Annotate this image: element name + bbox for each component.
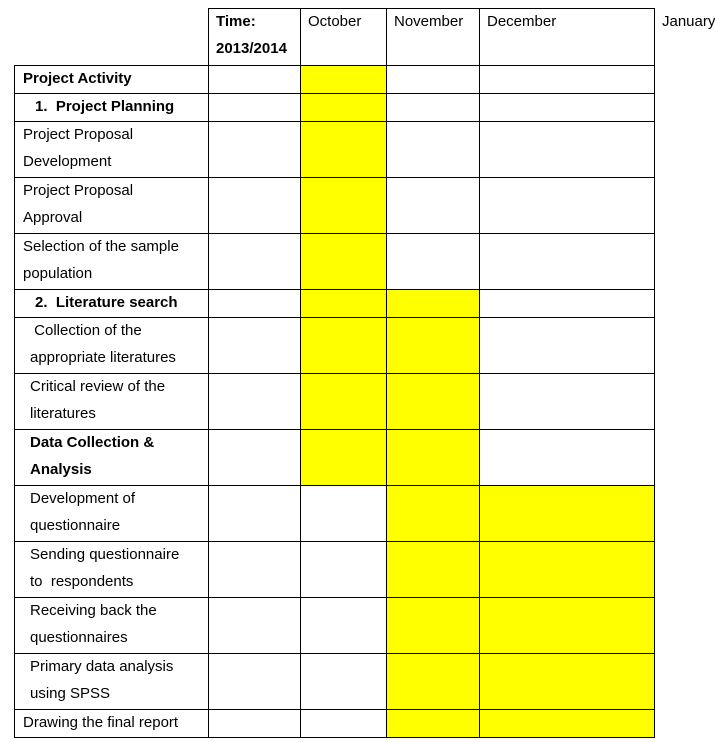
activity-label: Sending questionnaire [30,546,180,563]
grid-line [300,8,301,738]
highlight-cell [300,373,386,429]
activity-label: to respondents [30,573,134,590]
activity-label: Project Proposal [23,126,134,143]
highlight-cell [479,709,654,737]
header-time-cell [208,8,300,65]
gantt-chart-sheet [14,8,715,742]
highlight-cell [386,597,479,653]
grid-line [14,597,655,598]
activity-label: literatures [30,405,96,422]
activity-label: Critical review of the [30,378,166,395]
highlight-cell [300,429,386,485]
highlight-cell [386,485,479,541]
grid-line [14,653,655,654]
activity-label: Development [23,153,112,170]
grid-line [654,8,655,738]
activity-label: Project Proposal [23,182,134,199]
highlight-cell [386,373,479,429]
activity-label: Data Collection & [30,434,155,451]
grid-line [14,177,655,178]
activity-label: Drawing the final report [23,714,179,731]
activity-label: population [23,265,93,282]
highlight-cell [386,653,479,709]
highlight-cell [386,429,479,485]
highlight-cell [386,541,479,597]
highlight-cell [386,709,479,737]
activity-label: Collection of the [30,322,142,339]
highlight-cell [479,541,654,597]
activity-cell [14,65,208,93]
highlight-cell [300,177,386,233]
grid-line [14,317,655,318]
grid-line [14,709,655,710]
activity-label: questionnaires [30,629,128,646]
header-month-december: December [487,13,557,30]
activity-label: using SPSS [30,685,111,702]
activity-cell [14,485,208,541]
activity-cell [14,289,208,317]
header-time-label: Time: [216,13,256,30]
activity-label: Selection of the sample [23,238,179,255]
activity-label: Approval [23,209,83,226]
highlight-cell [300,121,386,177]
activity-label: Primary data analysis [30,658,174,675]
grid-line [14,93,655,94]
activity-label: Receiving back the [30,602,157,619]
header-month-november: November [394,13,464,30]
activity-cell [14,121,208,177]
activity-cell [14,233,208,289]
grid-line [14,121,655,122]
highlight-cell [479,485,654,541]
activity-cell [14,429,208,485]
activity-label: 2. Literature search [35,294,178,311]
activity-cell [14,177,208,233]
activity-cell [14,541,208,597]
highlight-cell [300,65,386,93]
grid-line [14,541,655,542]
activity-label: Analysis [30,461,92,478]
activity-label: questionnaire [30,517,121,534]
activity-cell [14,709,208,737]
activity-label: Project Activity [23,70,132,87]
highlight-cell [300,317,386,373]
activity-cell [14,653,208,709]
highlight-cell [386,317,479,373]
grid-line [14,65,15,738]
header-month-october: October [308,13,362,30]
grid-line [14,429,655,430]
grid-line [386,8,387,738]
header-month-january: January [662,13,715,30]
grid-line [14,737,655,738]
highlight-cell [479,597,654,653]
grid-line [208,8,209,738]
grid-line [14,65,655,66]
activity-cell [14,93,208,121]
grid-line [479,8,480,738]
activity-cell [14,597,208,653]
grid-line [14,289,655,290]
grid-line [14,485,655,486]
highlight-cell [300,233,386,289]
grid-line [208,8,655,9]
highlight-cell [479,653,654,709]
highlight-cell [386,289,479,317]
activity-label: 1. Project Planning [35,98,175,115]
activity-cell [14,373,208,429]
grid-line [14,373,655,374]
header-time-label: 2013/2014 [216,40,287,57]
activity-label: Development of [30,490,136,507]
activity-label: appropriate literatures [30,349,176,366]
highlight-cell [300,289,386,317]
grid-line [14,233,655,234]
activity-cell [14,317,208,373]
highlight-cell [300,93,386,121]
